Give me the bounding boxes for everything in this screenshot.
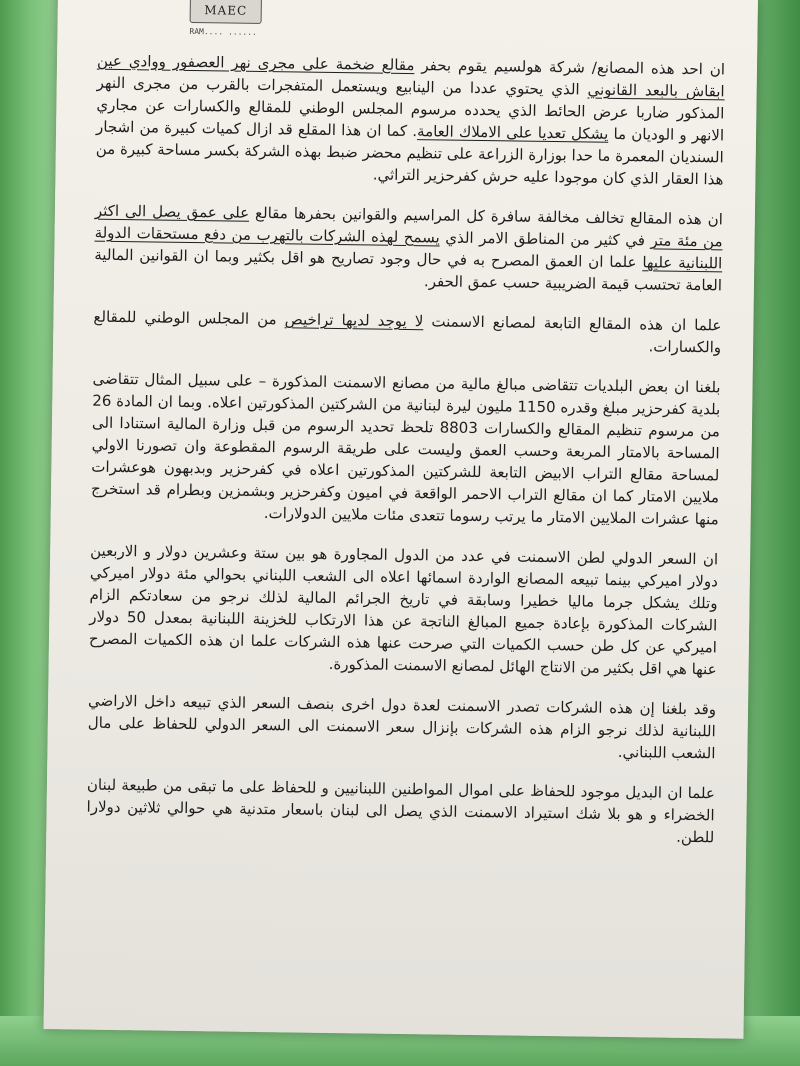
text-segment: . كما ان هذا المقلع قد ازال كميات كبيرة من اشجار السنديان المعمرة ما حدا بوزارة الزراعة على تنظيم محضر ضبط بهذه الشركة بكسر مساحة كبيرة من هذا العقار الذي كان موجودا عليه حرش كفرحزير التراثي. bbox=[95, 117, 724, 189]
text-segment: ان السعر الدولي لطن الاسمنت في عدد من الدول المجاورة هو بين ستة وعشرين دولار و الاربعين دولار اميركي بينما تبيعه المصانع الواردة اسمائها اعلاه الى الشعب اللبناني بحوالي مئة دولار اميركي وتلك يشكل جرما ماليا خطيرا وسابقة في تاريخ الجرائم المالية لذلك نرجو من سعادتكم الزام الشركات المذكورة بإعادة جميع المبالغ الناتجة عن هذا الارتكاب للخزينة اللبنانية بمعدل 50 دولار اميركي عن كل طن حسب الكميات التي صرحت عنها هذه الشركات علما ان هذه الكميات المصرح عنها هي اقل بكثير من الانتاج الهائل لمصانع الاسمنت المذكورة. bbox=[88, 541, 719, 679]
paragraph bbox=[89, 540, 719, 681]
underlined-text: على عمق يصل الى اكثر من مئة متر bbox=[94, 201, 723, 251]
logo: MAEC bbox=[190, 0, 262, 24]
text-segment: من المجلس الوطني للمقالع والكسارات. bbox=[93, 307, 722, 357]
text-segment: علما ان العمق المصرح به في حال وجود تصاريح هو اقل بكثير وبما ان القوانين المالية العامة تحتسب قيمة الضريبية حسب عمق الحفر. bbox=[94, 245, 723, 295]
text-segment: علما ان البديل موجود للحفاظ على اموال المواطنين اللبنانيين و للحفاظ على ما تبقى من طبيعة لبنان الخضراء و هو بلا شك استيراد الاسمنت الذي يصل الى لبنان باسعار متدنية هي حوالي ثلاثين دولارا للطن. bbox=[86, 775, 715, 847]
paragraph bbox=[86, 774, 715, 849]
text-segment: علما ان هذه المقالع التابعة لمصانع الاسمنت bbox=[423, 312, 722, 335]
letterhead-stamp: RAM.... ...... bbox=[189, 26, 257, 37]
underlined-text: مقالع ضخمة على مجرى نهر العصفور ووادي عين ابقاش بالبعد القانوني bbox=[96, 51, 725, 101]
paragraph bbox=[94, 200, 723, 297]
paragraph bbox=[91, 368, 721, 531]
underlined-text: يشكل تعديا على الاملاك العامة bbox=[416, 122, 609, 143]
text-segment: بلغنا ان بعض البلديات تتقاضى مبالغ مالية من مصانع الاسمنت المذكورة – على سبيل المثال تتقاضى بلدية كفرحزير مبلغ وقدره 1150 مليون ليرة لبنانية من الشركتين المذكورتين اعلاه. وبما ان المادة 26 من مرسوم تنظيم المقالع والكسارات 8803 تلحظ تحديد الرسوم من قبل وزارة المالية استنادا الى المساحة بالامتار المربعة وحسب العمق وليست على طريقة الرسوم المقطوعة وان تصورنا الاولي لمساحة مقالع التراب الابيض التابعة للشركتين المذكورتين اعلاه في كفرحزير وبدبهون هوعشرات ملايين الامتار كما ان مقالع التراب الاحمر الواقعة في اميون وكفرحزير وبشمزين وبطرام قد استخرج منها عشرات الملايين الامتار ما يرتب رسوما تتعدى مئات ملايين الدولارات. bbox=[90, 369, 721, 529]
text-segment: في كثير من المناطق الامر الذي bbox=[439, 228, 651, 250]
letterhead bbox=[119, 0, 270, 42]
document-body bbox=[86, 50, 725, 867]
paragraph bbox=[93, 306, 722, 359]
paragraph bbox=[95, 50, 725, 191]
underlined-text: لا يوجد لديها تراخيص bbox=[284, 310, 424, 331]
underlined-text: يسمح لهذه الشركات بالتهرب من دفع مستحقات الدولة اللبنانية عليها bbox=[94, 223, 723, 273]
text-segment: ان احد هذه المصانع/ شركة هولسيم يقوم بحفر bbox=[414, 56, 726, 79]
paragraph bbox=[87, 690, 716, 765]
document-page bbox=[44, 0, 758, 1039]
text-segment: الذي يحتوي عددا من الينابيع ويستعمل المتفجرات بالقرب من مجرى النهر المذكور ضاربا عرض الحائط الذي يحدده مرسوم المجلس الوطني للمقالع والكسارات عن مجاري الانهر و الوديان ما bbox=[96, 73, 725, 145]
text-segment: وقد بلغنا إن هذه الشركات تصدر الاسمنت لعدة دول اخرى بنصف السعر الذي تبيعه داخل الاراضي اللبنانية لذلك نرجو الزام هذه الشركات بإنزال سعر الاسمنت الى السعر الدولي للحفاظ على مال الشعب اللبناني. bbox=[87, 691, 717, 763]
text-segment: ان هذه المقالع تخالف مخالفة سافرة كل المراسيم والقوانين بحفرها مقالع bbox=[249, 203, 723, 229]
